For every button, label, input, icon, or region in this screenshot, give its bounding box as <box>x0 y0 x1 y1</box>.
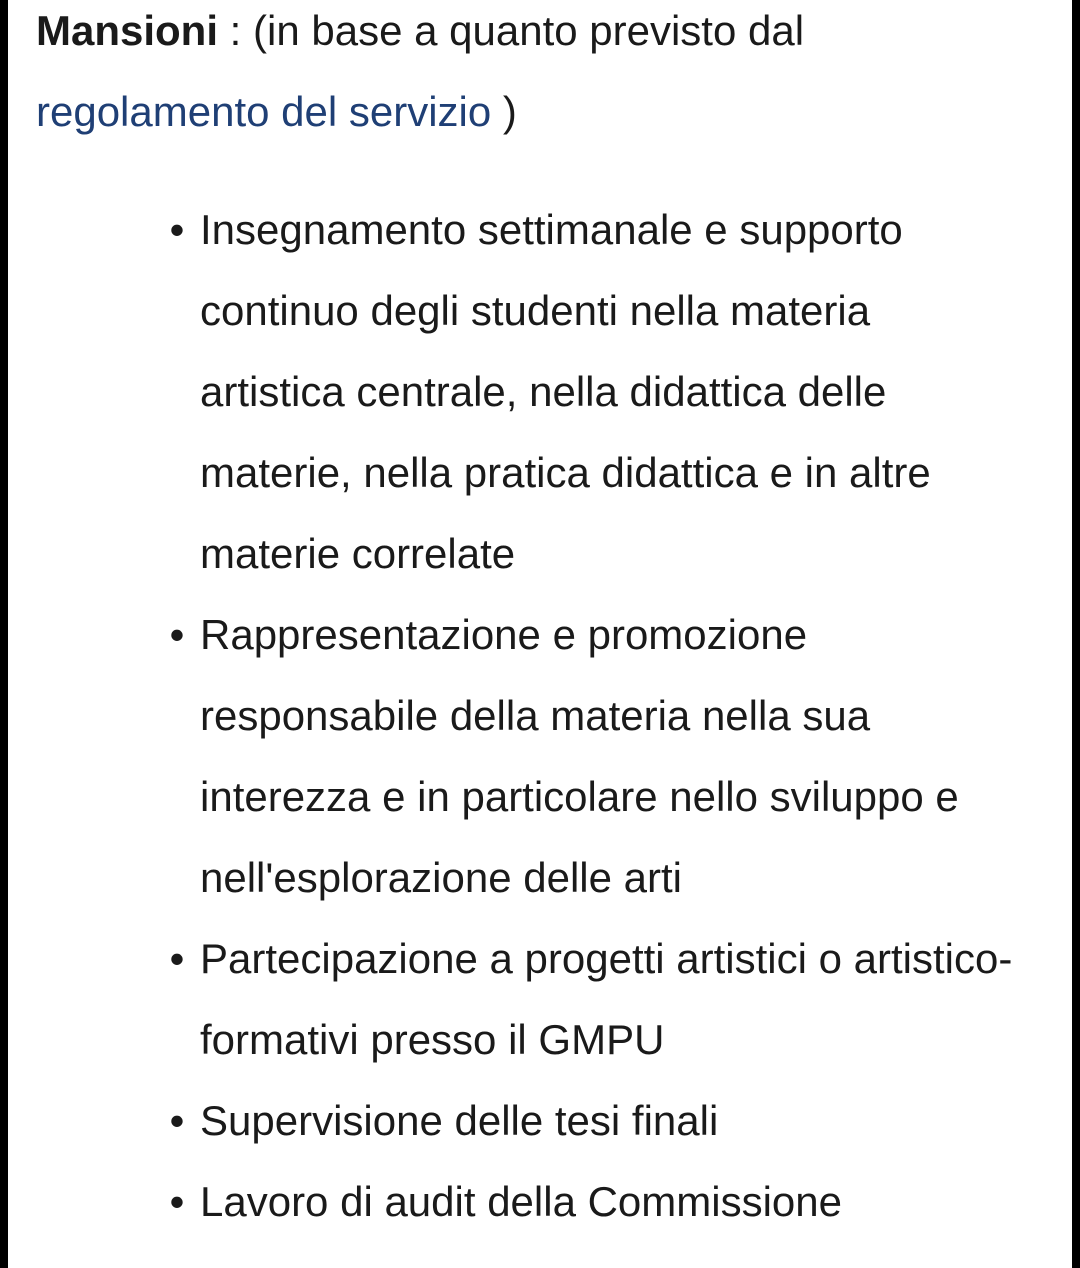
bullet-icon: • <box>169 611 185 658</box>
intro-closing: ) <box>491 88 517 135</box>
bullet-icon: • <box>169 1178 185 1225</box>
right-frame-edge <box>1072 0 1080 1268</box>
list-item <box>36 1080 1046 1161</box>
duty-text: Insegnamento settimanale e supporto continuo degli studenti nella materia artistica centrale, nella didattica delle materie, nella pratica didattica e in altre materie correlate <box>200 206 931 577</box>
bullet-icon: • <box>169 935 185 982</box>
duties-intro <box>36 0 1046 152</box>
list-item <box>36 1161 1046 1242</box>
left-frame-edge <box>0 0 8 1268</box>
list-item <box>36 918 1046 1080</box>
intro-text: : (in base a quanto previsto dal <box>218 7 805 54</box>
service-regulation-link[interactable]: regolamento del servizio <box>36 88 492 135</box>
duty-text: Rappresentazione e promozione responsabile della materia nella sua interezza e in particolare nello sviluppo e nell'esplorazione delle arti <box>200 611 959 901</box>
list-item <box>36 189 1046 594</box>
duty-text: Supervisione delle tesi finali <box>200 1097 719 1144</box>
bullet-icon: • <box>169 206 185 253</box>
duties-list <box>36 189 1046 1242</box>
article-section <box>36 0 1046 1242</box>
duties-label: Mansioni <box>36 7 219 54</box>
bullet-icon: • <box>169 1097 185 1144</box>
duty-text: Lavoro di audit della Commissione <box>200 1178 842 1225</box>
list-item <box>36 594 1046 918</box>
duty-text: Partecipazione a progetti artistici o artistico-formativi presso il GMPU <box>200 935 1013 1063</box>
